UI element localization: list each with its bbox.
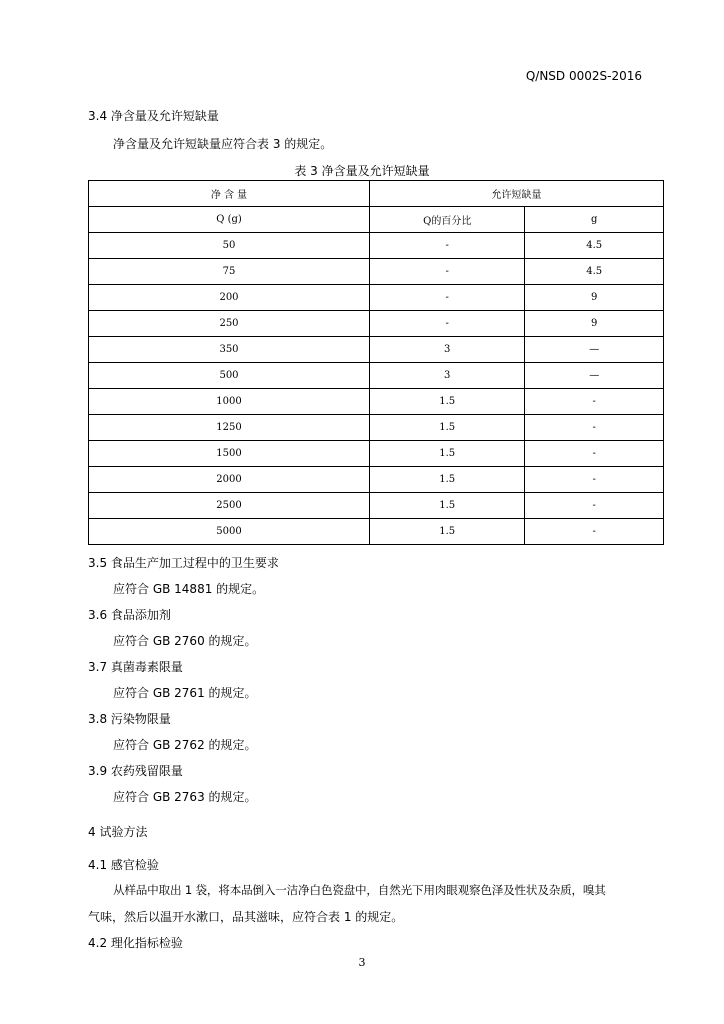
grams-cell: -	[525, 519, 664, 545]
grams-cell: 9	[525, 285, 664, 311]
section-4-heading: 4 试验方法	[88, 825, 148, 839]
table-row	[89, 389, 664, 415]
percent-cell: 1.5	[370, 493, 525, 519]
net-content-cell: 200	[89, 285, 370, 311]
percent-of-q-header: Q的百分比	[370, 207, 525, 233]
table-row	[89, 415, 664, 441]
percent-cell: 1.5	[370, 467, 525, 493]
table-row	[89, 467, 664, 493]
grams-cell: 4.5	[525, 233, 664, 259]
percent-cell: -	[370, 311, 525, 337]
section-3-9-text: 应符合 GB 2763 的规定。	[113, 790, 257, 804]
net-content-cell: 5000	[89, 519, 370, 545]
section-3-7-heading: 3.7 真菌毒素限量	[88, 660, 183, 674]
net-content-cell: 2500	[89, 493, 370, 519]
grams-cell: 9	[525, 311, 664, 337]
net-content-cell: 1500	[89, 441, 370, 467]
section-3-8-heading: 3.8 污染物限量	[88, 712, 171, 726]
grams-header: g	[525, 207, 664, 233]
section-3-5-text: 应符合 GB 14881 的规定。	[113, 582, 265, 596]
grams-cell: -	[525, 415, 664, 441]
table-row	[89, 363, 664, 389]
table-header-row	[89, 181, 664, 207]
grams-cell: —	[525, 337, 664, 363]
grams-cell: -	[525, 467, 664, 493]
section-4-1-text-line1: 从样品中取出 1 袋，将本品倒入一洁净白色瓷盘中，自然光下用肉眼观察色泽及性状及杂质，嗅其	[113, 883, 606, 897]
net-content-table	[88, 180, 664, 545]
net-content-cell: 50	[89, 233, 370, 259]
table-row	[89, 519, 664, 545]
percent-cell: 1.5	[370, 415, 525, 441]
net-content-cell: 2000	[89, 467, 370, 493]
net-content-unit-header: Q (g)	[89, 207, 370, 233]
section-3-4-text: 净含量及允许短缺量应符合表 3 的规定。	[113, 137, 333, 151]
table-subheader-row	[89, 207, 664, 233]
section-3-6-text: 应符合 GB 2760 的规定。	[113, 634, 257, 648]
section-3-9-heading: 3.9 农药残留限量	[88, 764, 183, 778]
grams-cell: —	[525, 363, 664, 389]
percent-cell: 3	[370, 337, 525, 363]
percent-cell: 1.5	[370, 389, 525, 415]
net-content-cell: 250	[89, 311, 370, 337]
standard-code: Q/NSD 0002S-2016	[525, 69, 642, 83]
net-content-cell: 1000	[89, 389, 370, 415]
table-row	[89, 285, 664, 311]
net-content-cell: 500	[89, 363, 370, 389]
net-content-cell: 1250	[89, 415, 370, 441]
section-3-6-heading: 3.6 食品添加剂	[88, 608, 171, 622]
table-row	[89, 493, 664, 519]
section-3-8-text: 应符合 GB 2762 的规定。	[113, 738, 257, 752]
page-number: 3	[358, 956, 366, 969]
net-content-header: 净 含 量	[89, 181, 370, 207]
percent-cell: -	[370, 285, 525, 311]
percent-cell: 3	[370, 363, 525, 389]
table-row	[89, 233, 664, 259]
table-row	[89, 441, 664, 467]
table-row	[89, 259, 664, 285]
section-4-1-heading: 4.1 感官检验	[88, 858, 159, 872]
grams-cell: 4.5	[525, 259, 664, 285]
section-3-7-text: 应符合 GB 2761 的规定。	[113, 686, 257, 700]
table-row	[89, 311, 664, 337]
section-3-4-heading: 3.4 净含量及允许短缺量	[88, 109, 219, 123]
percent-cell: 1.5	[370, 441, 525, 467]
net-content-cell: 350	[89, 337, 370, 363]
table-row	[89, 337, 664, 363]
section-4-1-text-line2: 气味，然后以温开水漱口，品其滋味，应符合表 1 的规定。	[88, 910, 404, 924]
section-3-5-heading: 3.5 食品生产加工过程中的卫生要求	[88, 556, 279, 570]
grams-cell: -	[525, 441, 664, 467]
grams-cell: -	[525, 493, 664, 519]
table-3-caption: 表 3 净含量及允许短缺量	[294, 164, 430, 178]
grams-cell: -	[525, 389, 664, 415]
percent-cell: 1.5	[370, 519, 525, 545]
net-content-cell: 75	[89, 259, 370, 285]
percent-cell: -	[370, 259, 525, 285]
section-4-2-heading: 4.2 理化指标检验	[88, 936, 183, 950]
allowed-shortage-header: 允许短缺量	[370, 181, 664, 207]
percent-cell: -	[370, 233, 525, 259]
